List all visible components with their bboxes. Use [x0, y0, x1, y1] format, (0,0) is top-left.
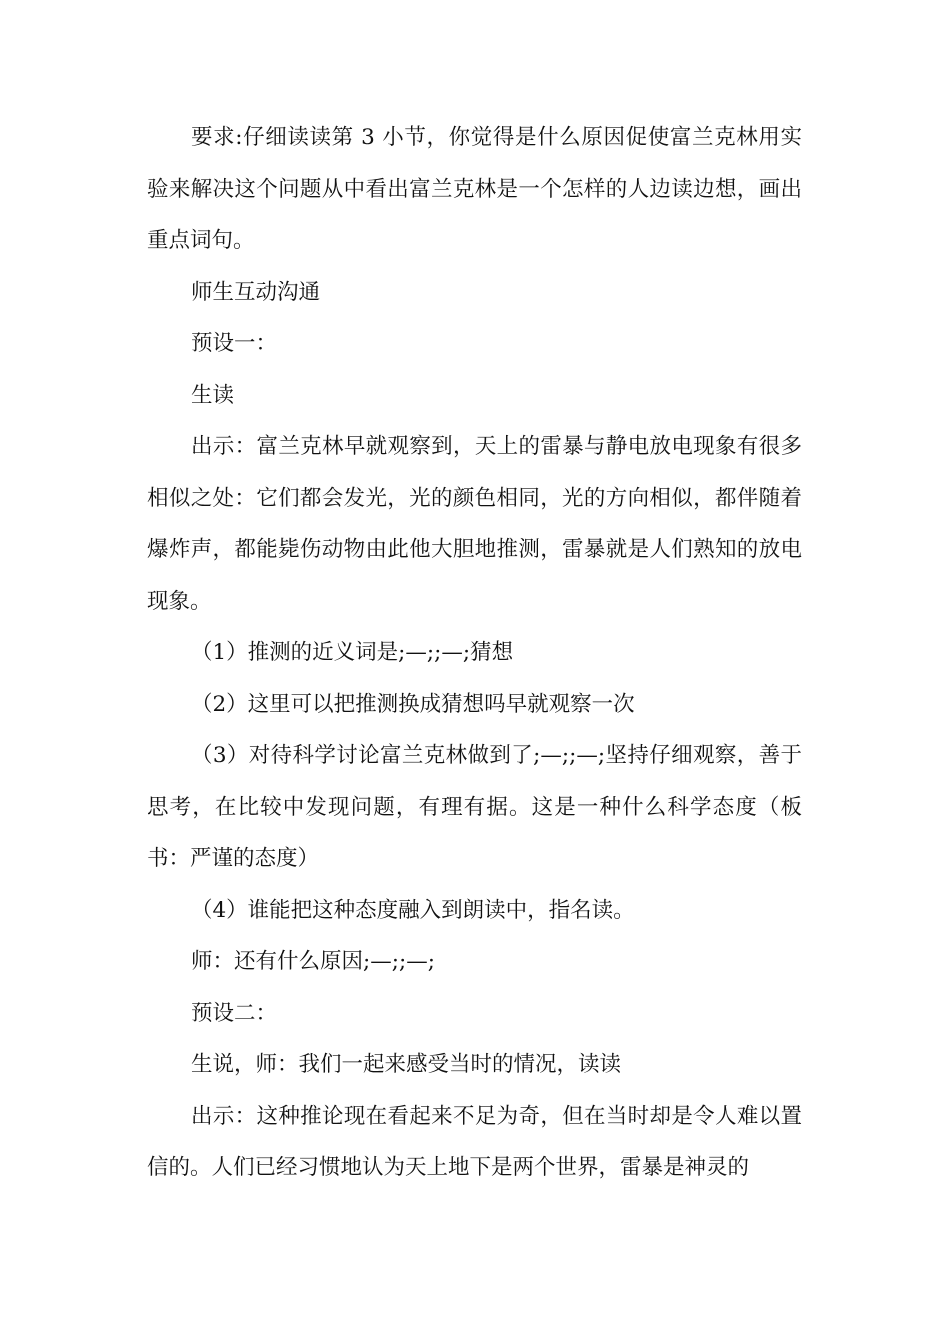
paragraph-question-1: （1）推测的近义词是;—;;—;猜想 — [191, 640, 514, 665]
document-body — [147, 112, 802, 1194]
paragraph-requirement: 要求:仔细读读第 3 小节，你觉得是什么原因促使富兰克林用实验来解决这个问题从中看出富兰克林是一个怎样的人边读边想，画出重点词句。 — [147, 125, 802, 253]
paragraph-question-4: （4）谁能把这种态度融入到朗读中，指名读。 — [191, 897, 635, 923]
paragraph-preset-two: 预设二： — [191, 1000, 278, 1026]
paragraph-interaction-heading: 师生互动沟通 — [191, 279, 321, 305]
paragraph-display-two: 出示：这种推论现在看起来不足为奇，但在当时却是令人难以置信的。人们已经习惯地认为天上地下是两个世界，雷暴是神灵的 — [147, 1103, 802, 1180]
paragraph-question-2: （2）这里可以把推测换成猜想吗早就观察一次 — [191, 691, 635, 717]
paragraph-question-3: （3）对待科学讨论富兰克林做到了;—;;—;坚持仔细观察，善于思考，在比较中发现问题，有理有据。这是一种什么科学态度（板书：严谨的态度） — [147, 743, 802, 871]
paragraph-display-one: 出示：富兰克林早就观察到，天上的雷暴与静电放电现象有很多相似之处：它们都会发光，光的颜色相同，光的方向相似，都伴随着爆炸声，都能毙伤动物由此他大胆地推测，雷暴就是人们熟知的放电现象。 — [147, 434, 802, 614]
paragraph-teacher-asks: 师：还有什么原因;—;;—; — [191, 949, 435, 974]
paragraph-student-read: 生读 — [191, 382, 235, 408]
paragraph-preset-one: 预设一： — [191, 331, 278, 356]
paragraph-student-says: 生说，师：我们一起来感受当时的情况，读读 — [191, 1052, 622, 1077]
